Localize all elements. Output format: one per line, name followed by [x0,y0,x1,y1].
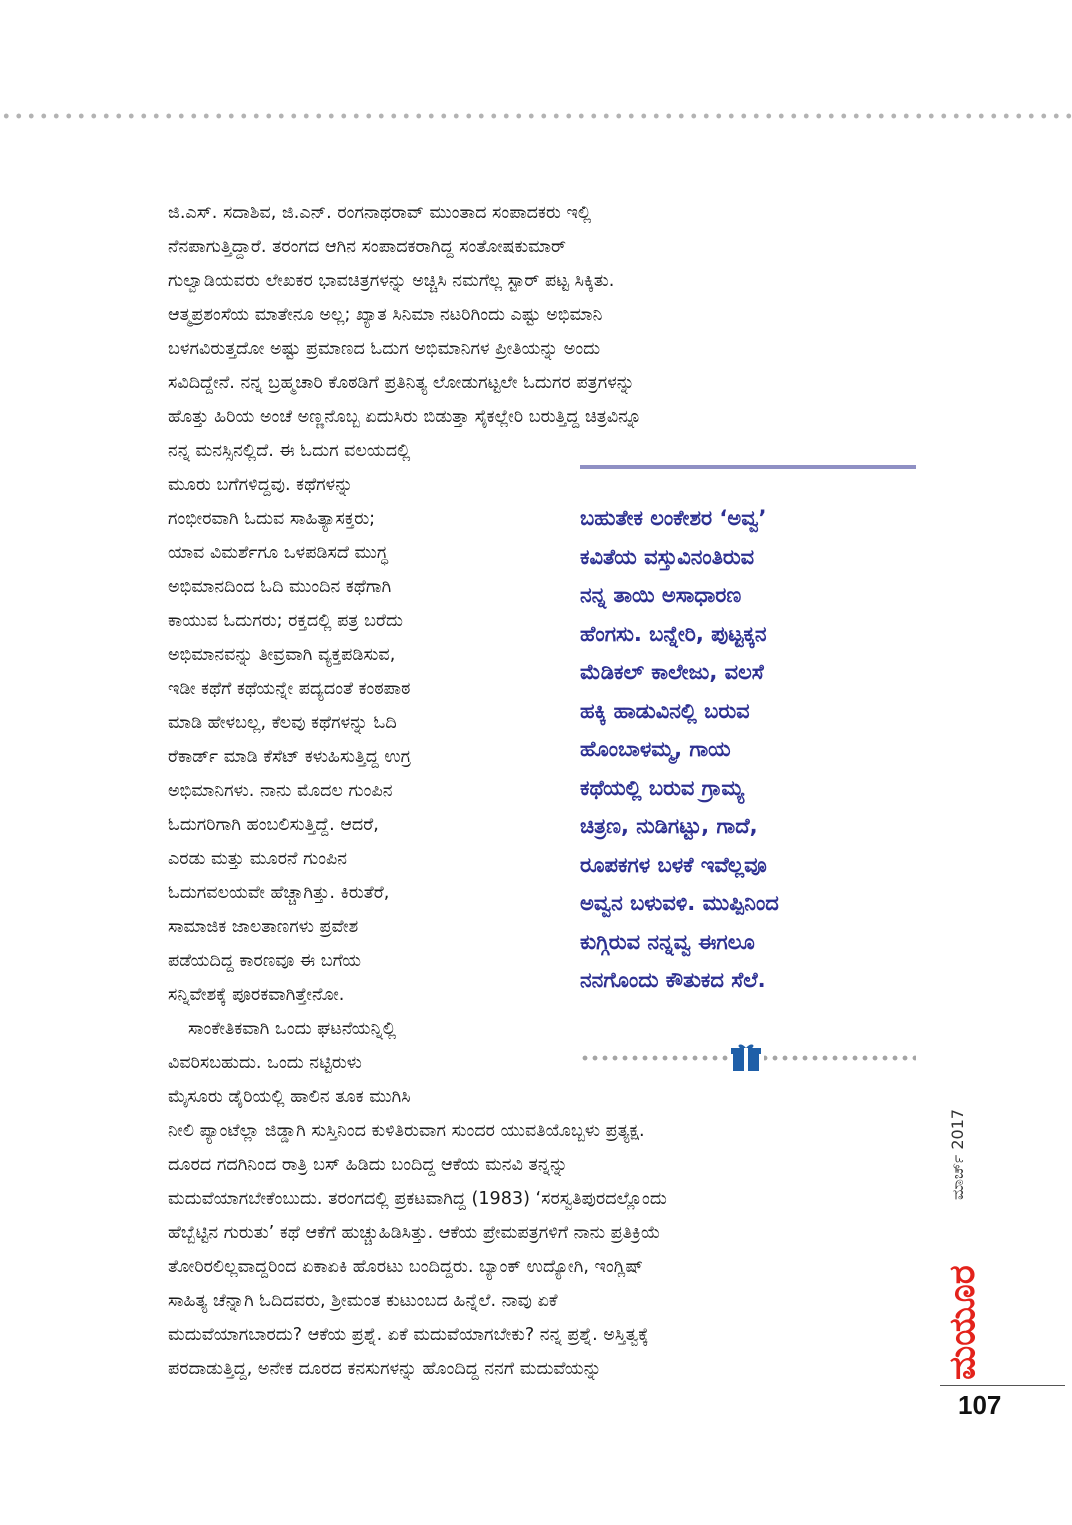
body-line: ಸಾಂಕೇತಿಕವಾಗಿ ಒಂದು ಘಟನೆಯನ್ನಿಲ್ಲಿ [188,1019,397,1039]
body-line: ಜಿ.ಎಸ್. ಸದಾಶಿವ, ಜಿ.ಎನ್. ರಂಗನಾಥರಾವ್ ಮುಂತಾದ ಸಂಪಾದಕರು ಇಲ್ಲಿ [168,203,592,223]
body-line: ನೀಲಿ ಪ್ಯಾಂಟೆಲ್ಲಾ ಜಿಡ್ಡಾಗಿ ಸುಸ್ತಿನಿಂದ ಕುಳಿತಿರುವಾಗ ಸುಂದರ ಯುವತಿಯೊಬ್ಬಳು ಪ್ರತ್ಯಕ್ಷ. [168,1121,645,1141]
pull-quote-line: ನನ್ನ ತಾಯಿ ಅಸಾಧಾರಣ [580,583,742,607]
body-line: ಸಾಹಿತ್ಯ ಚೆನ್ನಾಗಿ ಓದಿದವರು, ಶ್ರೀಮಂತ ಕುಟುಂಬದ ಹಿನ್ನೆಲೆ. ನಾವು ಏಕೆ [168,1291,558,1311]
body-line: ರೆಕಾರ್ಡ್ ಮಾಡಿ ಕೆಸೆಟ್ ಕಳುಹಿಸುತ್ತಿದ್ದ ಉಗ್ರ [168,747,411,767]
page-number-rule [940,1385,1065,1386]
page-number: 107 [958,1390,1002,1420]
body-line: ಸವಿದಿದ್ದೇನೆ. ನನ್ನ ಬ್ರಹ್ಮಚಾರಿ ಕೊಠಡಿಗೆ ಪ್ರತಿನಿತ್ಯ ಲೋಡುಗಟ್ಟಲೇ ಓದುಗರ ಪತ್ರಗಳನ್ನು [168,373,635,393]
body-line: ಮೈಸೂರು ಡೈರಿಯಲ್ಲಿ ಹಾಲಿನ ತೂಕ ಮುಗಿಸಿ [168,1087,411,1107]
body-line: ಮಾಡಿ ಹೇಳಬಲ್ಲ, ಕೆಲವು ಕಥೆಗಳನ್ನು ಓದಿ [168,713,397,733]
issue-date: ಮಾರ್ಚ್ 2017 [948,1108,967,1200]
pull-quote-line: ಕುಗ್ಗಿರುವ ನನ್ನವ್ವ ಈಗಲೂ [580,929,755,954]
top-dotted-rule [0,112,1072,120]
pull-quote-line: ರೂಪಕಗಳ ಬಳಕೆ ಇವೆಲ್ಲವೂ [580,852,767,877]
pull-quote-line: ಹೆಂಗಸು. ಬನ್ನೇರಿ, ಪುಟ್ಟಕ್ಕನ [580,621,767,646]
body-line: ನನ್ನ ಮನಸ್ಸಿನಲ್ಲಿದೆ. ಈ ಓದುಗ ವಲಯದಲ್ಲಿ [168,441,411,461]
body-line: ಮದುವೆಯಾಗಬೇಕೆಂಬುದು. ತರಂಗದಲ್ಲಿ ಪ್ರಕಟವಾಗಿದ್ದ (1983) ‘ಸರಸ್ವತಿಪುರದಲ್ಲೊಂದು [168,1189,667,1209]
body-line: ಪರದಾಡುತ್ತಿದ್ದ, ಅನೇಕ ದೂರದ ಕನಸುಗಳನ್ನು ಹೊಂದಿದ್ದ ನನಗೆ ಮದುವೆಯನ್ನು [168,1359,602,1379]
body-line: ಓದುಗವಲಯವೇ ಹೆಚ್ಚಾಗಿತ್ತು. ಕಿರುತೆರೆ, [168,883,390,903]
body-line: ಗಂಭೀರವಾಗಿ ಓದುವ ಸಾಹಿತ್ಯಾಸಕ್ತರು; [168,509,376,529]
pull-quote-line: ಕಥೆಯಲ್ಲಿ ಬರುವ ಗ್ರಾಮ್ಯ [580,775,745,800]
pull-quote-line: ಮೆಡಿಕಲ್ ಕಾಲೇಜು, ವಲಸೆ [580,660,764,684]
pull-quote [580,499,916,1000]
body-line: ಸಾಮಾಜಿಕ ಜಾಲತಾಣಗಳು ಪ್ರವೇಶ [168,917,359,937]
body-line: ಮೂರು ಬಗೆಗಳಿದ್ದವು. ಕಥೆಗಳನ್ನು [168,475,353,495]
body-line: ಕಾಯುವ ಓದುಗರು; ರಕ್ತದಲ್ಲಿ ಪತ್ರ ಬರೆದು [168,611,403,631]
body-line: ಓದುಗರಿಗಾಗಿ ಹಂಬಲಿಸುತ್ತಿದ್ದೆ. ಆದರೆ, [168,815,379,835]
body-line: ಅಭಿಮಾನದಿಂದ ಓದಿ ಮುಂದಿನ ಕಥೆಗಾಗಿ [168,577,392,597]
magazine-logo: ಮಯೂರ [942,1265,983,1380]
body-line: ಹೊತ್ತು ಹಿರಿಯ ಅಂಚೆ ಅಣ್ಣನೊಬ್ಬ ಏದುಸಿರು ಬಿಡುತ್ತಾ ಸೈಕಲ್ಲೇರಿ ಬರುತ್ತಿದ್ದ ಚಿತ್ರವಿನ್ನೂ [168,407,642,427]
pull-quote-line: ನನಗೊಂದು ಕೌತುಕದ ಸೆಲೆ. [580,968,766,992]
body-line: ನೆನಪಾಗುತ್ತಿದ್ದಾರೆ. ತರಂಗದ ಆಗಿನ ಸಂಪಾದಕರಾಗಿದ್ದ ಸಂತೋಷಕುಮಾರ್ [168,237,567,257]
body-line: ಆತ್ಮಪ್ರಶಂಸೆಯ ಮಾತೇನೂ ಅಲ್ಲ; ಖ್ಯಾತ ಸಿನಿಮಾ ನಟರಿಗಿಂದು ಎಷ್ಟು ಅಭಿಮಾನಿ [168,305,603,325]
body-line: ಹೆಬ್ಬೆಟ್ಟಿನ ಗುರುತು’ ಕಥೆ ಆಕೆಗೆ ಹುಚ್ಚುಹಿಡಿಸಿತ್ತು. ಆಕೆಯ ಪ್ರೇಮಪತ್ರಗಳಿಗೆ ನಾನು ಪ್ರತಿಕ್ರಿಯೆ [168,1223,661,1243]
body-line: ಮದುವೆಯಾಗಬಾರದು? ಆಕೆಯ ಪ್ರಶ್ನೆ. ಏಕೆ ಮದುವೆಯಾಗಬೇಕು? ನನ್ನ ಪ್ರಶ್ನೆ. ಅಸ್ತಿತ್ವಕ್ಕೆ [168,1325,649,1345]
body-line: ಎರಡು ಮತ್ತು ಮೂರನೆ ಗುಂಪಿನ [168,849,348,869]
body-line: ದೂರದ ಗದಗಿನಿಂದ ರಾತ್ರಿ ಬಸ್ ಹಿಡಿದು ಬಂದಿದ್ದ ಆಕೆಯ ಮನವಿ ತನ್ನನ್ನು [168,1155,568,1175]
body-line: ಪಡೆಯದಿದ್ದ ಕಾರಣವೂ ಈ ಬಗೆಯ [168,951,362,971]
pull-quote-line: ಚಿತ್ರಣ, ನುಡಿಗಟ್ಟು, ಗಾದೆ, [580,814,758,838]
body-line: ಅಭಿಮಾನಿಗಳು. ನಾನು ಮೊದಲ ಗುಂಪಿನ [168,781,393,801]
pull-quote-line: ಹೊಂಬಾಳಮ್ಮ, ಗಾಯ [580,737,731,761]
body-line: ಗುಲ್ವಾಡಿಯವರು ಲೇಖಕರ ಭಾವಚಿತ್ರಗಳನ್ನು ಅಚ್ಚಿಸಿ ನಮಗೆಲ್ಲ ಸ್ಟಾರ್ ಪಟ್ಟ ಸಿಕ್ಕಿತು. [168,271,615,291]
body-line: ವಿವರಿಸಬಹುದು. ಒಂದು ನಟ್ಟಿರುಳು [168,1053,362,1073]
pull-quote-line: ಅವ್ವನ ಬಳುವಳಿ. ಮುಪ್ಪಿನಿಂದ [580,891,779,915]
pull-quote-line: ಬಹುತೇಕ ಲಂಕೇಶರ ‘ಅವ್ವ’ [580,506,767,530]
gift-icon [728,1043,764,1073]
pull-quote-box [580,465,916,992]
body-line: ಸನ್ನಿವೇಶಕ್ಕೆ ಪೂರಕವಾಗಿತ್ತೇನೋ. [168,985,345,1005]
body-line: ಬಳಗವಿರುತ್ತದೋ ಅಷ್ಟು ಪ್ರಮಾಣದ ಓದುಗ ಅಭಿಮಾನಿಗಳ ಪ್ರೀತಿಯನ್ನು ಅಂದು [168,339,601,359]
body-line: ಅಭಿಮಾನವನ್ನು ತೀವ್ರವಾಗಿ ವ್ಯಕ್ತಪಡಿಸುವ, [168,645,396,665]
body-line: ತೋರಿರಲಿಲ್ಲವಾದ್ದರಿಂದ ಏಕಾಏಕಿ ಹೊರಟು ಬಂದಿದ್ದರು. ಬ್ಯಾಂಕ್ ಉದ್ಯೋಗಿ, ಇಂಗ್ಲಿಷ್ [168,1257,644,1277]
body-line: ಯಾವ ವಿಮರ್ಶೆಗೂ ಒಳಪಡಿಸದೆ ಮುಗ್ಧ [168,543,388,563]
body-line: ಇಡೀ ಕಥೆಗೆ ಕಥೆಯನ್ನೇ ಪದ್ಯದಂತೆ ಕಂಠಪಾಠ [168,679,411,699]
pull-quote-line: ಹಕ್ಕಿ ಹಾಡುವಿನಲ್ಲಿ ಬರುವ [580,698,750,723]
pull-quote-line: ಕವಿತೆಯ ವಸ್ತುವಿನಂತಿರುವ [580,544,755,569]
